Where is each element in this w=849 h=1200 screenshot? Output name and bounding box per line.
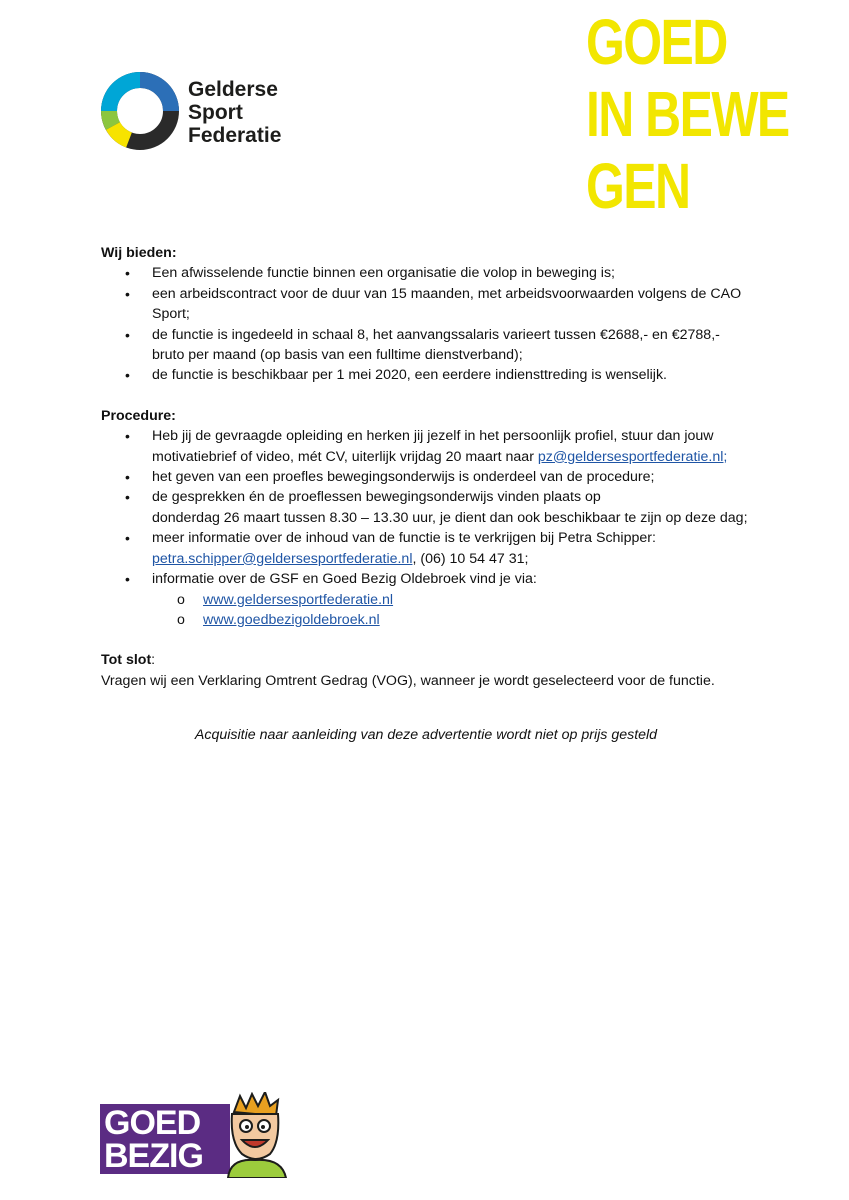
closing-heading-row xyxy=(101,650,751,670)
goed-bezig-line-2: BEZIG xyxy=(104,1137,203,1175)
procedure-heading: Procedure: xyxy=(101,407,176,424)
goed-bezig-mascot-icon xyxy=(220,1092,290,1178)
procedure-item-interviews xyxy=(101,487,751,528)
gsf-line-3: Federatie xyxy=(188,124,282,147)
closing-text: Vragen wij een Verklaring Omtrent Gedrag (VOG), wanneer je wordt geselecteerd voor de functie. xyxy=(101,672,715,689)
goedbezig-website-link[interactable]: www.goedbezigoldebroek.nl xyxy=(203,611,380,628)
contact-email-link[interactable]: petra.schipper@geldersesportfederatie.nl xyxy=(152,550,413,567)
gsf-line-1: Gelderse xyxy=(188,78,278,101)
interviews-line-2: donderdag 26 maart tussen 8.30 – 13.30 uur, je dient dan ook beschikbaar te zijn op deze dag; xyxy=(152,509,748,526)
sub-bullet-marker: o xyxy=(177,611,185,628)
vacancy-content xyxy=(101,243,751,746)
procedure-list xyxy=(101,426,751,589)
offer-item: • de functie is ingedeeld in schaal 8, het aanvangssalaris varieert tussen €2688,- en €2788,- bruto per maand (op basis van een fulltime dienstverband); xyxy=(101,325,751,366)
offer-item: • een arbeidscontract voor de duur van 15 maanden, met arbeidsvoorwaarden volgens de CAO Sport; xyxy=(101,284,751,325)
offer-item: • Een afwisselende functie binnen een organisatie die volop in beweging is; xyxy=(101,263,751,283)
procedure-item-apply xyxy=(101,426,751,467)
gsf-website-link[interactable]: www.geldersesportfederatie.nl xyxy=(203,591,394,608)
gsf-wordmark xyxy=(188,78,281,147)
gsf-ring-icon xyxy=(99,70,181,152)
acquisition-note: Acquisitie naar aanleiding van deze advertentie wordt niet op prijs gesteld xyxy=(194,727,658,744)
contact-text: meer informatie over de inhoud van de functie is te verkrijgen bij Petra Schipper: xyxy=(152,530,656,547)
gib-line-1: GOED xyxy=(586,6,727,78)
offer-heading: Wij bieden: xyxy=(101,245,177,261)
info-link-item xyxy=(101,590,751,610)
closing-heading-colon: : xyxy=(151,652,156,669)
goed-bezig-line-1: GOED xyxy=(104,1104,201,1142)
info-link-item xyxy=(101,610,751,630)
info-links-list xyxy=(101,590,751,631)
offer-item: • de functie is beschikbaar per 1 mei 2020, een eerdere indiensttreding is wenselijk. xyxy=(101,365,751,385)
gib-line-2: IN BEWE xyxy=(586,78,789,150)
apply-text: Heb jij de gevraagde opleiding en herken jij jezelf in het persoonlijk profiel, stuur dan jouw motivatiebrief of video, mét CV, uiterlijk vrijdag 20 maart naar xyxy=(152,428,714,465)
goed-bezig-box xyxy=(100,1104,230,1174)
info-text: informatie over de GSF en Goed Bezig Oldebroek vind je via: xyxy=(152,571,537,588)
goed-bezig-logo xyxy=(100,1092,285,1178)
procedure-item-contact xyxy=(101,528,751,569)
gsf-line-2: Sport xyxy=(188,101,243,124)
gsf-logo xyxy=(99,70,299,156)
apply-email-link[interactable]: pz@geldersesportfederatie.nl; xyxy=(537,448,728,465)
contact-phone: , (06) 10 54 47 31; xyxy=(412,550,529,567)
closing-heading: Tot slot xyxy=(101,652,152,669)
procedure-item-info xyxy=(101,569,751,589)
sub-bullet-marker: o xyxy=(177,591,185,608)
interviews-line-1: de gesprekken én de proeflessen bewegingsonderwijs vinden plaats op xyxy=(152,489,601,506)
offer-list xyxy=(101,263,751,385)
procedure-item-trial-lesson: • het geven van een proefles bewegingsonderwijs is onderdeel van de procedure; xyxy=(101,467,751,487)
gib-line-3: GEN xyxy=(586,150,690,222)
goed-in-bewegen-logo xyxy=(586,6,826,222)
